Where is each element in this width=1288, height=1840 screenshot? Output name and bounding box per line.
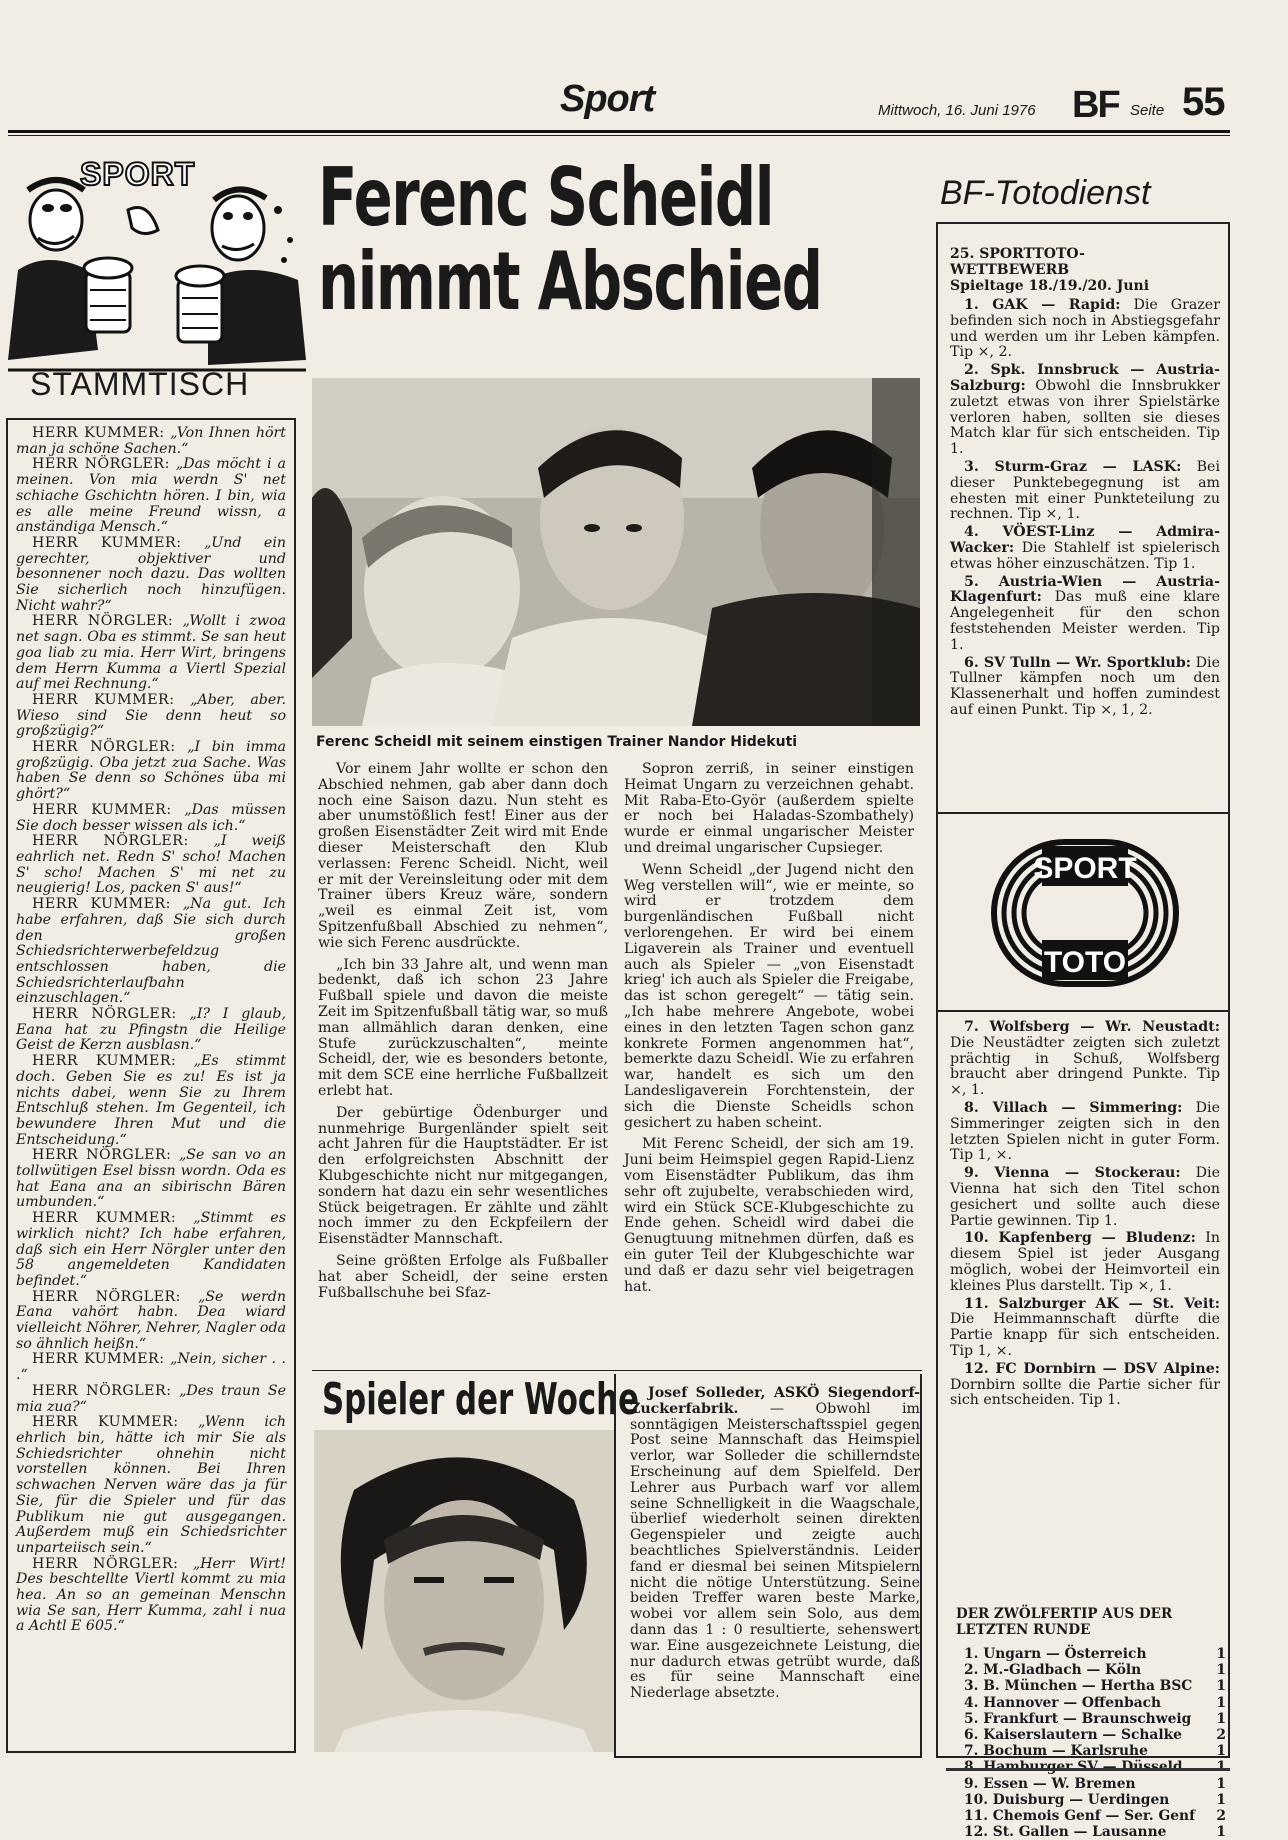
dialog-text: „I bin imma großzügig. Oba jetzt zua Sache. Was haben Se denn so Schönes üba mi ghört?“ xyxy=(16,739,286,803)
toto-game xyxy=(950,1101,1220,1164)
zwoelfertip-row xyxy=(964,1743,1226,1759)
dialog-text: „Das müssen Sie doch besser wissen als ich.“ xyxy=(16,801,286,834)
article-paragraph: „Ich bin 33 Jahre alt, und wenn man bedenkt, daß ich schon 23 Jahre Fußball spiele und davon die meiste Zeit im Spitzenfußball tätig war, so muß man allmählich daran denken, eine Stufe zurückzuschalten“, meinte Scheidl, der, wie es besonders betonte, mit dem SCE eine herrliche Fußballzeit erlebt hat. xyxy=(318,956,608,1099)
dialog-speaker: HERR NÖRGLER: xyxy=(32,1006,177,1023)
zwoelfertip-row xyxy=(964,1678,1226,1694)
article-paragraph: Seine größten Erfolge als Fußballer hat aber Scheidl, der seine ersten Fußballschuhe bei Sfaz- xyxy=(318,1252,608,1301)
zwoelfertip-tip: 1 xyxy=(1216,1791,1226,1808)
toto-comment: In diesem Spiel ist jeder Ausgang möglich, wobei der Heimvorteil ein kleines Plus darstellt. Tip ×, 1. xyxy=(950,1230,1220,1294)
toto-logo-bottom: TOTO xyxy=(1043,946,1127,979)
dialog-text: „Stimmt es wirklich nicht? Ich habe erfahren, daß sich ein Herr Nörgler unter den 58 angemeldeten Kandidaten befindet.“ xyxy=(16,1210,286,1289)
dialog-speaker: HERR KUMMER: xyxy=(32,534,182,551)
totodienst-heading xyxy=(950,246,1149,294)
zwoelfertip-match: 10. Duisburg — Uerdingen xyxy=(964,1791,1170,1808)
dialog-line xyxy=(16,740,286,803)
toto-match: 10. Kapfenberg — Bludenz: xyxy=(964,1230,1196,1247)
dialog-text: „Das möcht i a meinen. Von mia werdn S' net schiache Gschichtn hören. I bin, wia es alle meine Freund wissn, a anständiga Mensch.“ xyxy=(16,456,287,536)
dialog-line xyxy=(16,426,286,457)
toto-game xyxy=(950,298,1220,361)
toto-head-2: WETTBEWERB xyxy=(950,262,1070,278)
toto-game xyxy=(950,525,1220,572)
article-paragraph: Mit Ferenc Scheidl, der sich am 19. Juni beim Heimspiel gegen Rapid-Lienz vom Eisenstädter Publikum, das ihm sehr oft zujubelte, verabschieden wird, wird ein Stück SCE-Klubgeschichte zu Ende gehen. Scheidl wird dabei die Genugtuung mitnehmen dürfen, daß es ein guter Teil der Klubgeschichte war und daß er dazu sehr viel beigetragen hat. xyxy=(624,1136,914,1295)
toto-match: 2. Spk. Innsbruck — Austria-Salzburg: xyxy=(950,362,1220,394)
dialog-speaker: HERR KUMMER: xyxy=(32,1053,177,1070)
dialog-line xyxy=(16,1007,286,1054)
dialog-line xyxy=(16,693,286,740)
dialog-text: „Na gut. Ich habe erfahren, daß Sie sich durch den großen Schiedsrichterwerbefeldzug entschlossen haben, die Schiedsrichterlaufbahn einzuschlagen.“ xyxy=(16,896,286,1007)
zwoelfertip-row xyxy=(964,1727,1226,1743)
dialog-line xyxy=(16,1054,286,1148)
issue-date: Mittwoch, 16. Juni 1976 xyxy=(878,102,1036,119)
toto-comment: Das muß eine klare Angelegenheit für den schon feststehenden Meister werden. Tip 1. xyxy=(950,589,1220,653)
zwoelfertip-match: 4. Hannover — Offenbach xyxy=(964,1694,1162,1711)
dialog-text: „Nein, sicher . . .“ xyxy=(16,1351,287,1384)
article-paragraph: Sopron zerriß, in seiner einstigen Heimat Ungarn zu verzeichnen gehabt. Mit Raba-Eto-Györ (außerdem spielte er noch bei Haladas-Szombathely) wurde er einmal ungarischer Meister und dreimal ungarischer Cupsieger. xyxy=(624,761,914,856)
dialog-text: „Aber, aber. Wieso sind Sie denn heut so großzügig?“ xyxy=(16,691,286,740)
toto-comment: Die Tullner kämpfen noch um den Klassenerhalt und hoffen zumindest auf einen Punkt. Tip ×, 1, 2. xyxy=(950,654,1220,718)
zwoelfertip-tip: 1 xyxy=(1216,1678,1226,1695)
dialog-speaker: HERR NÖRGLER: xyxy=(32,833,189,850)
toto-game xyxy=(950,460,1220,523)
dialog-line xyxy=(16,834,286,897)
dialog-text: „I? I glaub, Eana hat zu Pfingstn die Heilige Geist de Kerzn ausblasn.“ xyxy=(16,1006,286,1054)
zwoelfertip-match: 2. M.-Gladbach — Köln xyxy=(964,1662,1142,1679)
dialog-speaker: HERR NÖRGLER: xyxy=(32,1382,172,1399)
toto-match: 4. VÖEST-Linz — Admira-Wacker: xyxy=(950,524,1220,556)
toto-games-1-6 xyxy=(950,298,1220,721)
dialog-speaker: HERR KUMMER: xyxy=(32,1210,177,1227)
toto-game xyxy=(950,363,1220,458)
spieler-body: — Obwohl im sonntägigen Meisterschaftsspiel gegen Post seine Mannschaft das Heimspiel verlor, war Solleder die schillerndste Erscheinung auf dem Spielfeld. Der Lehrer aus Purbach warf vor allem seine Schnelligkeit in die Waagschale, überlief wiederholt seinen direkten Gegenspieler und zeigte auch beachtliches Spielverständnis. Leider fand er diesmal bei seinen Mitspielern nicht die nötige Unterstützung. Seine beiden Treffer waren beste Marke, wobei vor allem sein Solo, aus dem dann das 1 : 0 resultierte, sehenswert war. Eine ausgezeichnete Leistung, die nur dadurch etwas getrübt wurde, daß es für seine Mannschaft eine Niederlage absetzte. xyxy=(630,1400,920,1702)
solleder-portrait-photo xyxy=(314,1430,614,1752)
toto-match: 3. Sturm-Graz — LASK: xyxy=(964,458,1182,475)
dialog-line xyxy=(16,1415,286,1556)
zwoelfertip-row xyxy=(964,1776,1226,1792)
toto-game xyxy=(950,1362,1220,1409)
toto-match: 9. Vienna — Stockerau: xyxy=(964,1165,1181,1182)
article-headline xyxy=(318,151,822,328)
header-rule xyxy=(8,130,1230,133)
zwoelfertip-match: 6. Kaiserslautern — Schalke xyxy=(964,1727,1182,1744)
toto-match: 12. FC Dornbirn — DSV Alpine: xyxy=(964,1360,1220,1377)
dialog-line xyxy=(16,536,286,615)
zwoelfertip-tip: 1 xyxy=(1216,1662,1226,1679)
dialog-line xyxy=(16,897,286,1007)
toto-comment: Die Simmeringer zeigten sich in den letzten Spielen nicht in guter Form. Tip 1, ×. xyxy=(950,1099,1220,1164)
toto-comment: Bei dieser Punktebegegnung ist am ehesten mit einer Punkteteilung zu rechnen. Tip ×, 1. xyxy=(950,458,1220,523)
article-column-2 xyxy=(624,762,914,1301)
toto-comment: Die Heimmannschaft dürfte die Partie knapp für sich entscheiden. Tip 1, ×. xyxy=(950,1311,1220,1359)
zwoelfertip-match: 1. Ungarn — Österreich xyxy=(964,1646,1147,1662)
toto-game xyxy=(950,656,1220,719)
zwoelfertip-match: 7. Bochum — Karlsruhe xyxy=(964,1743,1148,1760)
zwoelfertip-match: 5. Frankfurt — Braunschweig xyxy=(964,1710,1192,1727)
dialog-line xyxy=(16,614,286,693)
header-rule-thin xyxy=(8,135,1230,136)
toto-game xyxy=(950,1297,1220,1360)
toto-game xyxy=(950,575,1220,654)
toto-game xyxy=(950,1020,1220,1099)
toto-comment: Dornbirn sollte die Partie sicher für sich entscheiden. Tip 1. xyxy=(950,1376,1220,1409)
toto-match: 11. Salzburger AK — St. Veit: xyxy=(964,1295,1220,1312)
zwoelfertip-tip: 2 xyxy=(1216,1808,1226,1825)
article-paragraph: Wenn Scheidl „der Jugend nicht den Weg verstellen will“, wie er meinte, so wird er trotzdem dem burgenländischen Fußball nicht verlorengehen. Er wird bei einem Ligaverein als Trainer und eventuell auch als Spieler — „von Eisenstadt krieg' ich auch als Spieler die Freigabe, das ist schon geregelt“ — tätig sein. „Ich habe mehrere Angebote, wobei eines in den letzten Tagen schon ganz konkrete Formen angenommen hat“, bemerkte dazu Scheidl. Wie zu erfahren war, handelt es sich um den Landesligaverein Forchtenstein, der sich die Dienste Scheidls schon gesichert zu haben scheint. xyxy=(624,861,914,1131)
toto-comment: Obwohl die Innsbrukker zuletzt etwas von ihrer Spielstärke verloren haben, sollten sie dieses Match klar für sich entscheiden. Tip 1. xyxy=(950,377,1220,458)
dialog-text: „Es stimmt doch. Geben Sie es zu! Es ist ja nichts dabei, wenn Sie zu Ihrem Entschluß stehen. Im Gegenteil, ich bewundere Ihren Mut und die Entscheidung.“ xyxy=(16,1053,287,1148)
toto-comment: Die Grazer befinden sich noch in Abstiegsgefahr und werden um ihr Leben kämpfen. Tip ×, 2. xyxy=(950,297,1220,361)
article-paragraph: Der gebürtige Ödenburger und nunmehrige Burgenländer spielt seit acht Jahren für die Hauptstädter. Er ist den erfolgreichsten Abschnitt der Klubgeschichte nicht nur mitgegangen, sondern hat dazu ein sehr wesentliches Stück beigetragen. Er zählte und zählt noch immer zu den Eckpfeilern der Eisenstädter Mannschaft. xyxy=(318,1104,608,1248)
dialog-speaker: HERR NÖRGLER: xyxy=(32,1288,181,1305)
zwoelfertip-tip: 1 xyxy=(1216,1775,1226,1792)
dialog-speaker: HERR KUMMER: xyxy=(32,1351,165,1368)
dialog-speaker: HERR NÖRGLER: xyxy=(32,1147,172,1164)
dialog-speaker: HERR KUMMER: xyxy=(32,1414,179,1431)
zwoelfertip-tip: 1 xyxy=(1216,1710,1226,1727)
dialog-text: „Des traun Se mia zua?“ xyxy=(16,1382,286,1415)
scheidl-hidekuti-photo xyxy=(312,378,920,726)
dialog-line xyxy=(16,1211,286,1290)
zwoelfertip-match: 12. St. Gallen — Lausanne xyxy=(964,1824,1167,1840)
dialog-speaker: HERR NÖRGLER: xyxy=(32,456,170,473)
toto-match: 1. GAK — Rapid: xyxy=(964,297,1121,313)
toto-comment: Die Stahlelf ist spielerisch etwas höher einzuschätzen. Tip 1. xyxy=(950,539,1220,572)
dialog-line xyxy=(16,1384,286,1415)
stammtisch-dialog xyxy=(16,426,286,1635)
zwoelfertip-heading: DER ZWÖLFERTIP AUS DER LETZTEN RUNDE xyxy=(956,1606,1173,1638)
photo-caption: Ferenc Scheidl mit seinem einstigen Trainer Nandor Hidekuti xyxy=(316,734,798,750)
dialog-speaker: HERR NÖRGLER: xyxy=(32,1555,179,1572)
dialog-text: „Se san vo an tollwütigen Esel bissn wordn. Oda es hat Eana ana an sibirischn Bären umbunden.“ xyxy=(16,1147,287,1211)
dialog-speaker: HERR KUMMER: xyxy=(32,801,172,818)
zwoelfertip-match: 3. B. München — Hertha BSC xyxy=(964,1678,1193,1695)
dialog-line xyxy=(16,1557,286,1636)
dialog-text: „Und ein gerechter, objektiver und besonnener noch dazu. Das wollten Sie sicherlich noch hinzufügen. Nicht wahr?“ xyxy=(16,534,287,614)
dialog-text: „I weiß eahrlich net. Redn S' scho! Machen S' scho! Machen S' mi net zu neugierig! Los, packen S' aus!“ xyxy=(16,833,286,897)
dialog-line xyxy=(16,1352,286,1383)
spieler-text xyxy=(630,1386,920,1702)
dialog-speaker: HERR KUMMER: xyxy=(32,425,165,441)
zwoelfertip-tip: 1 xyxy=(1216,1743,1226,1760)
headline-line-1: Ferenc Scheidl xyxy=(318,151,774,244)
article-column-1 xyxy=(318,762,608,1307)
totodienst-title: BF-Totodienst xyxy=(940,174,1151,212)
dialog-line xyxy=(16,1290,286,1353)
toto-divider-top xyxy=(936,812,1230,814)
toto-match: 5. Austria-Wien — Austria-Klagenfurt: xyxy=(950,573,1220,606)
zwoelfertip-row xyxy=(964,1808,1226,1824)
section-divider xyxy=(312,1370,922,1371)
cartoon-subtitle: STAMMTISCH xyxy=(30,366,250,402)
toto-games-7-12 xyxy=(950,1020,1220,1411)
zwoelfertip-match: 9. Essen — W. Bremen xyxy=(964,1775,1136,1792)
toto-comment: Die Neustädter zeigten sich zuletzt prächtig in Schuß, Wolfsberg braucht aber dringend Punkte. Tip ×, 1. xyxy=(950,1034,1220,1099)
dialog-speaker: HERR KUMMER: xyxy=(32,691,175,708)
stammtisch-column xyxy=(6,418,296,1753)
zwoelfertip-tip: 1 xyxy=(1216,1646,1226,1662)
toto-match: 7. Wolfsberg — Wr. Neustadt: xyxy=(964,1019,1220,1035)
dialog-line xyxy=(16,803,286,834)
headline-line-2: nimmt Abschied xyxy=(318,235,822,328)
dialog-text: „Herr Wirt! Des beschtellte Viertl kommt zu mia hea. An so an gemeinan Menschn wia Se san, Herr Kumma, zahl i nua a Achtl E 605.“ xyxy=(16,1555,287,1635)
zwoelfertip-tip: 1 xyxy=(1216,1824,1226,1840)
zwoelfertip-row xyxy=(964,1662,1226,1678)
toto-match: 6. SV Tulln — Wr. Sportklub: xyxy=(964,654,1192,671)
article-paragraph: Vor einem Jahr wollte er schon den Abschied nehmen, gab aber dann doch noch eine Saison dazu. Nun steht es aber unumstößlich fest! Einer aus der großen Eisenstädter Zeit wird mit Ende dieser Meisterschaft den Klub verlassen: Ferenc Scheidl. Nicht, weil er mit der Vereinsleitung oder mit dem Trainer übers Kreuz wäre, sondern „weil es einmal Zeit ist, vom Spitzenfußball Abschied zu nehmen“, wie sich Ferenc ausdrückte. xyxy=(318,761,608,951)
zwoelfertip-row xyxy=(964,1824,1226,1840)
zwoelfertip-row xyxy=(964,1646,1226,1662)
dialog-text: „Von Ihnen hört man ja schöne Sachen.“ xyxy=(16,425,287,457)
dialog-line xyxy=(16,1148,286,1211)
toto-game xyxy=(950,1231,1220,1294)
bottom-rule xyxy=(946,1768,1230,1771)
toto-comment: Die Vienna hat sich den Titel schon gesichert und sollte auch diese Partie gewinnen. Tip 1. xyxy=(950,1165,1220,1229)
spieler-der-woche-title: Spieler der Woche xyxy=(322,1374,640,1425)
dialog-line xyxy=(16,457,286,536)
dialog-text: „Wollt i zwoa net sagn. Oba es stimmt. Se san heut goa liab zu mia. Herr Wirt, bringens dem Herrn Kumma a Viertl Spezial auf mei Rechnung.“ xyxy=(16,613,286,693)
page-number: 55 xyxy=(1182,80,1225,124)
toto-logo-top: SPORT xyxy=(1033,852,1137,885)
zwoelfertip-row xyxy=(964,1695,1226,1711)
dialog-text: „Wenn ich ehrlich bin, hätte ich mir Sie als Schiedsrichter ohnehin nicht vorstellen können. Bei Ihren schwachen Nerven wäre das ja für Sie, für die Spieler und für das Publikum nie gut ausgegangen. Außerdem muß ein Schiedsrichter unparteiisch sein.“ xyxy=(16,1414,286,1556)
toto-head-3: Spieltage 18./19./20. Juni xyxy=(950,278,1150,294)
zwoelfertip-tip: 1 xyxy=(1216,1694,1226,1711)
dialog-speaker: HERR KUMMER: xyxy=(32,896,171,913)
section-title: Sport xyxy=(560,78,655,120)
zwoelfertip-list xyxy=(964,1646,1226,1840)
cartoon-title: SPORT xyxy=(80,156,196,192)
spieler-lead: Josef Solleder, ASKÖ Siegendorf-Zuckerfabrik. xyxy=(630,1385,920,1417)
dialog-speaker: HERR NÖRGLER: xyxy=(32,739,176,756)
toto-game xyxy=(950,1166,1220,1229)
toto-match: 8. Villach — Simmering: xyxy=(964,1099,1183,1116)
zwoelfertip-match: 11. Chemois Genf — Ser. Genf xyxy=(964,1808,1196,1825)
zwoelfertip-tip: 2 xyxy=(1216,1727,1226,1744)
toto-head-1: 25. SPORTTOTO- xyxy=(950,246,1085,262)
toto-divider-bottom xyxy=(936,1010,1230,1012)
sport-toto-logo xyxy=(990,838,1180,988)
newspaper-logo: BF xyxy=(1072,84,1119,126)
page-label: Seite xyxy=(1130,102,1165,119)
dialog-text: „Se werdn Eana vahört habn. Dea wiard vielleicht Nöhrer, Nehrer, Nagler oda so ähnlich heißn.“ xyxy=(16,1288,286,1352)
dialog-speaker: HERR NÖRGLER: xyxy=(32,613,174,630)
zwoelfertip-row xyxy=(964,1711,1226,1727)
